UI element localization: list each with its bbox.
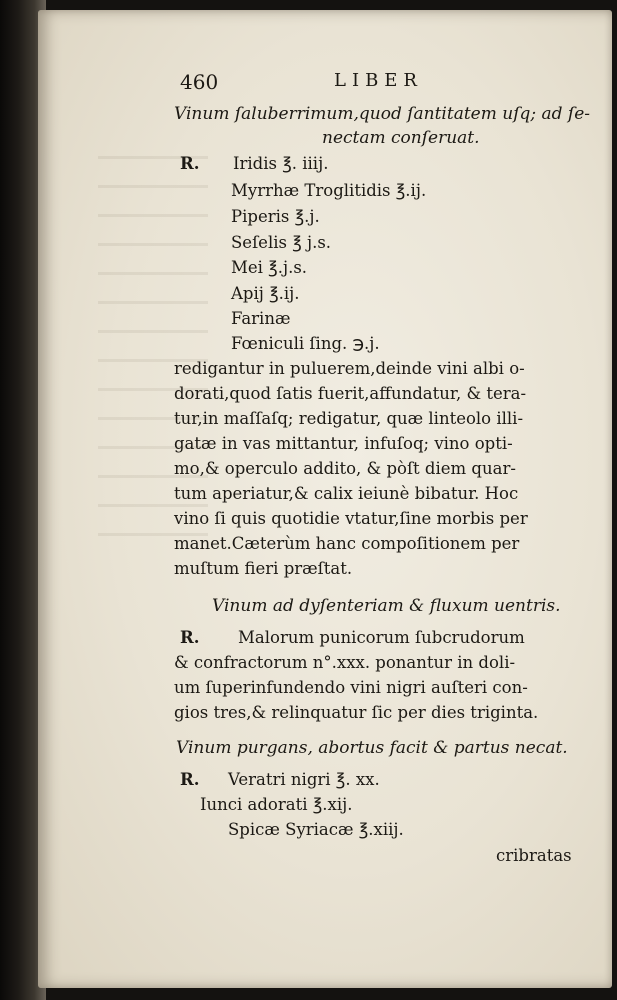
recipe2-body-line: Malorum punicorum ſubcrudorum [238,628,525,647]
running-head: LIBER [334,70,423,91]
recipe1-rx: R. [180,154,200,173]
recipe1-body-line: dorati,quod ſatis fuerit,affundatur, & tera- [174,384,527,403]
recipe1-ingredient: Apij ℥.ij. [231,284,300,303]
recipe2-body-line: gios tres,& relinquatur ſic per dies triginta. [174,703,539,722]
recipe1-body-line: muſtum fieri præſtat. [174,559,353,578]
recipe1-body-line: mo,& operculo addito, & pòſt diem quar- [174,459,516,478]
catchword: cribratas [496,846,572,865]
recipe1-body-line: tum aperiatur,& calix ieiunè bibatur. Hoc [174,484,519,503]
recipe1-ingredient: Iridis ℥. iiij. [233,154,329,173]
recipe1-body-line: manet.Cæterùm hanc compoſitionem per [174,534,520,553]
recipe3-ingredient: Iunci adorati ℥.xij. [200,795,353,814]
recipe1-ingredient: Fœniculi ſing. ℈.j. [231,334,380,353]
recipe1-title-line1: Vinum ſaluberrimum,quod ſantitatem uſq; ad ſe- [174,104,591,124]
recipe3-ingredient: Spicæ Syriacæ ℥.xiij. [228,820,404,839]
recipe2-rx: R. [180,628,200,647]
page-number: 460 [180,70,219,94]
recipe1-body-line: gatæ in vas mittantur, infuſoq; vino opti- [174,434,513,453]
recipe2-title: Vinum ad dyſenteriam & fluxum uentris. [212,596,561,616]
recipe2-body-line: & confractorum n°.xxx. ponantur in doli- [174,653,516,672]
recipe3-rx: R. [180,770,200,789]
recipe1-ingredient: Farinæ [231,309,291,328]
recipe1-ingredient: Myrrhæ Troglitidis ℥.ij. [231,181,427,200]
recipe3-title: Vinum purgans, abortus facit & partus necat. [176,738,568,758]
recipe3-ingredient: Veratri nigri ℥. xx. [228,770,380,789]
recipe1-body-line: tur,in maſſaſq; redigatur, quæ linteolo illi- [174,409,524,428]
recipe1-body-line: redigantur in puluerem,deinde vini albi o- [174,359,525,378]
recipe1-ingredient: Piperis ℥.j. [231,207,320,226]
recipe1-ingredient: Mei ℥.j.s. [231,258,308,277]
recipe1-ingredient: Seſelis ℥ j.s. [231,233,332,252]
recipe1-title-line2: nectam conſeruat. [322,128,480,148]
recipe2-body-line: um ſuperinfundendo vini nigri auſteri con- [174,678,528,697]
recipe1-body-line: vino ſi quis quotidie vtatur,ſine morbis per [174,509,528,528]
